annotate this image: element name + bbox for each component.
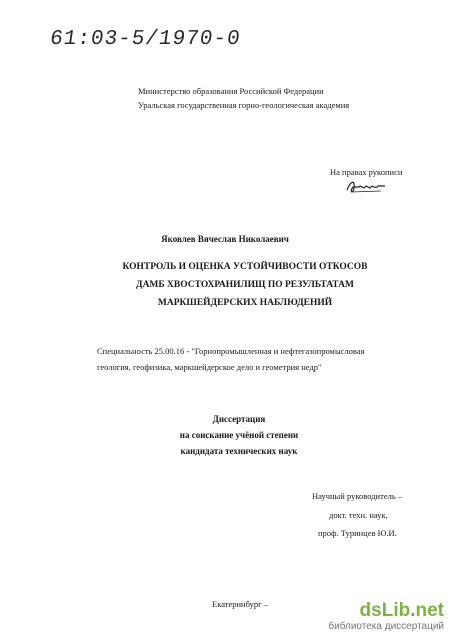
advisor-name: проф. Туринцев Ю.И. (318, 528, 397, 538)
title-line-1: КОНТРОЛЬ И ОЦЕНКА УСТОЙЧИВОСТИ ОТКОСОВ (122, 262, 368, 272)
ministry-line: Министерство образования Российской Федерации (138, 86, 324, 96)
author-name: Яковлев Вячеслав Николаевич (161, 234, 289, 244)
handwritten-catalog-number: 61:03-5/1970-0 (48, 28, 243, 51)
dissertation-label: Диссертация (212, 414, 266, 424)
advisor-label: Научный руководитель – (312, 491, 403, 501)
degree-type-line: кандидата технических наук (180, 446, 298, 456)
watermark-logo: dsLib.net (359, 600, 444, 621)
rights-note: На правах рукописи (330, 167, 403, 177)
title-line-2: ДАМБ ХВОСТОХРАНИЛИЩ ПО РЕЗУЛЬТАТАМ (136, 280, 354, 290)
signature-icon (345, 178, 387, 196)
specialty-line-2: геология, геофизика, маркшейдерское дело и геометрия недр" (97, 362, 322, 372)
city-line: Екатеринбург – (212, 599, 268, 609)
advisor-degree: докт. техн. наук, (329, 510, 388, 520)
degree-line: на соискание учёной степени (179, 430, 299, 440)
academy-line: Уральская государственная горно-геологическая академия (138, 100, 350, 110)
watermark-subtitle: библиотека диссертаций (328, 621, 444, 632)
specialty-line-1: Специальность 25.00.16 - "Горнопромышленная и нефтегазопромысловая (97, 346, 365, 356)
title-line-3: МАРКШЕЙДЕРСКИХ НАБЛЮДЕНИЙ (157, 298, 333, 308)
watermark (328, 601, 444, 632)
